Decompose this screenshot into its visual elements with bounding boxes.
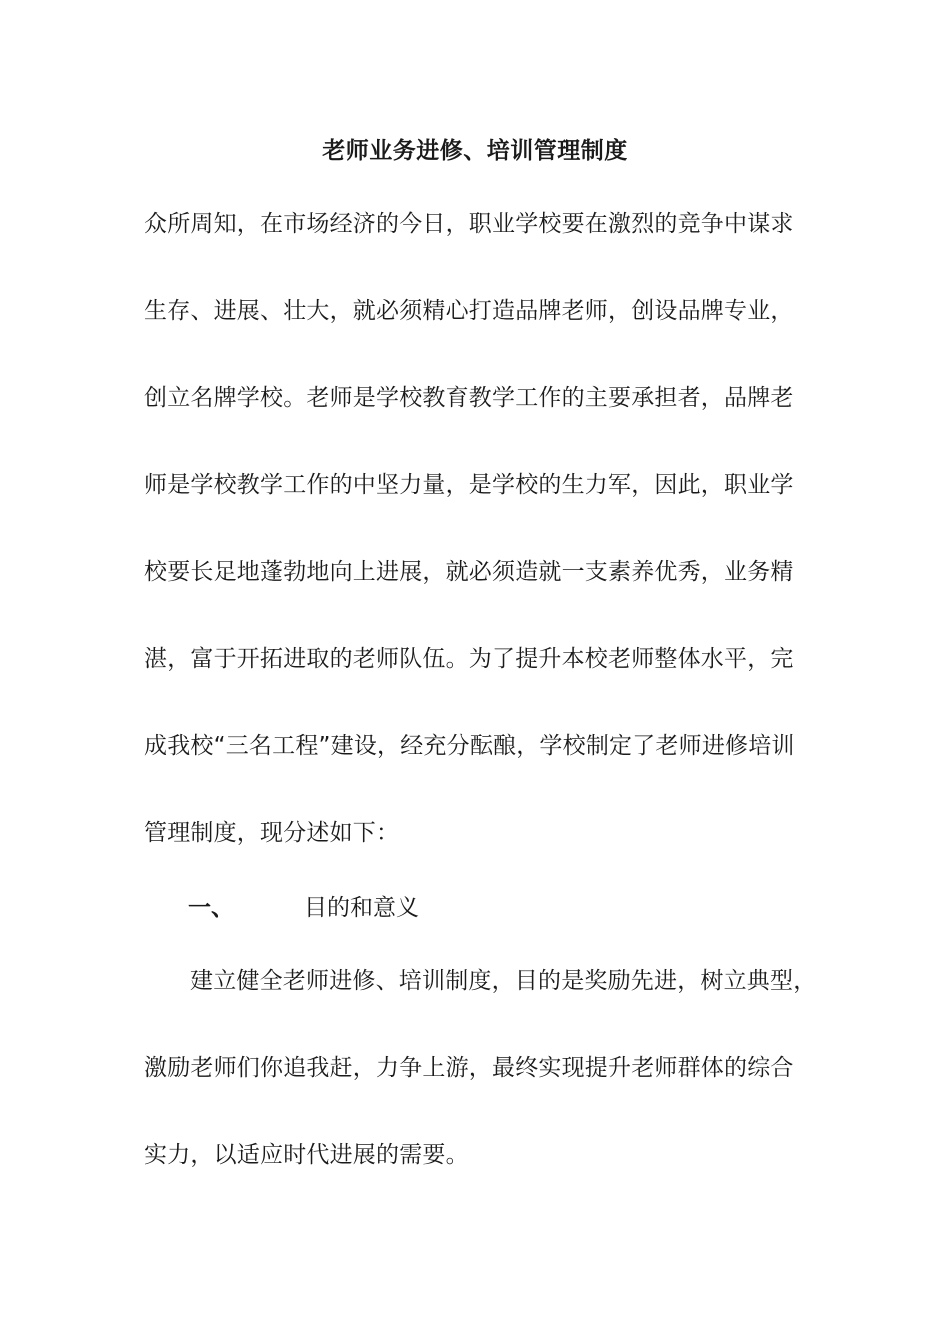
paragraph-line: 湛，富于开拓进取的老师队伍。为了提升本校老师整体水平，完 — [144, 646, 794, 672]
section-paragraph-line: 激励老师们你追我赶，力争上游，最终实现提升老师群体的综合 — [144, 1055, 794, 1081]
paragraph-line: 生存、进展、壮大，就必须精心打造品牌老师，创设品牌专业， — [144, 298, 794, 324]
paragraph-line: 众所周知，在市场经济的今日，职业学校要在激烈的竞争中谋求 — [144, 211, 794, 237]
document-title: 老师业务进修、培训管理制度 — [322, 138, 628, 164]
section-number: 一、 — [188, 895, 234, 921]
paragraph-line: 成我校“三名工程”建设，经充分酝酿，学校制定了老师进修培训 — [144, 733, 795, 759]
paragraph-line: 师是学校教学工作的中坚力量，是学校的生力军，因此，职业学 — [144, 472, 794, 498]
paragraph-line: 校要长足地蓬勃地向上进展，就必须造就一支素养优秀，业务精 — [144, 559, 794, 585]
section-paragraph-line: 建立健全老师进修、培训制度，目的是奖励先进，树立典型， — [190, 968, 817, 994]
section-paragraph-line: 实力，以适应时代进展的需要。 — [144, 1142, 469, 1168]
section-heading: 目的和意义 — [304, 895, 419, 921]
paragraph-line: 创立名牌学校。老师是学校教育教学工作的主要承担者，品牌老 — [144, 385, 794, 411]
paragraph-line: 管理制度，现分述如下： — [144, 820, 400, 846]
